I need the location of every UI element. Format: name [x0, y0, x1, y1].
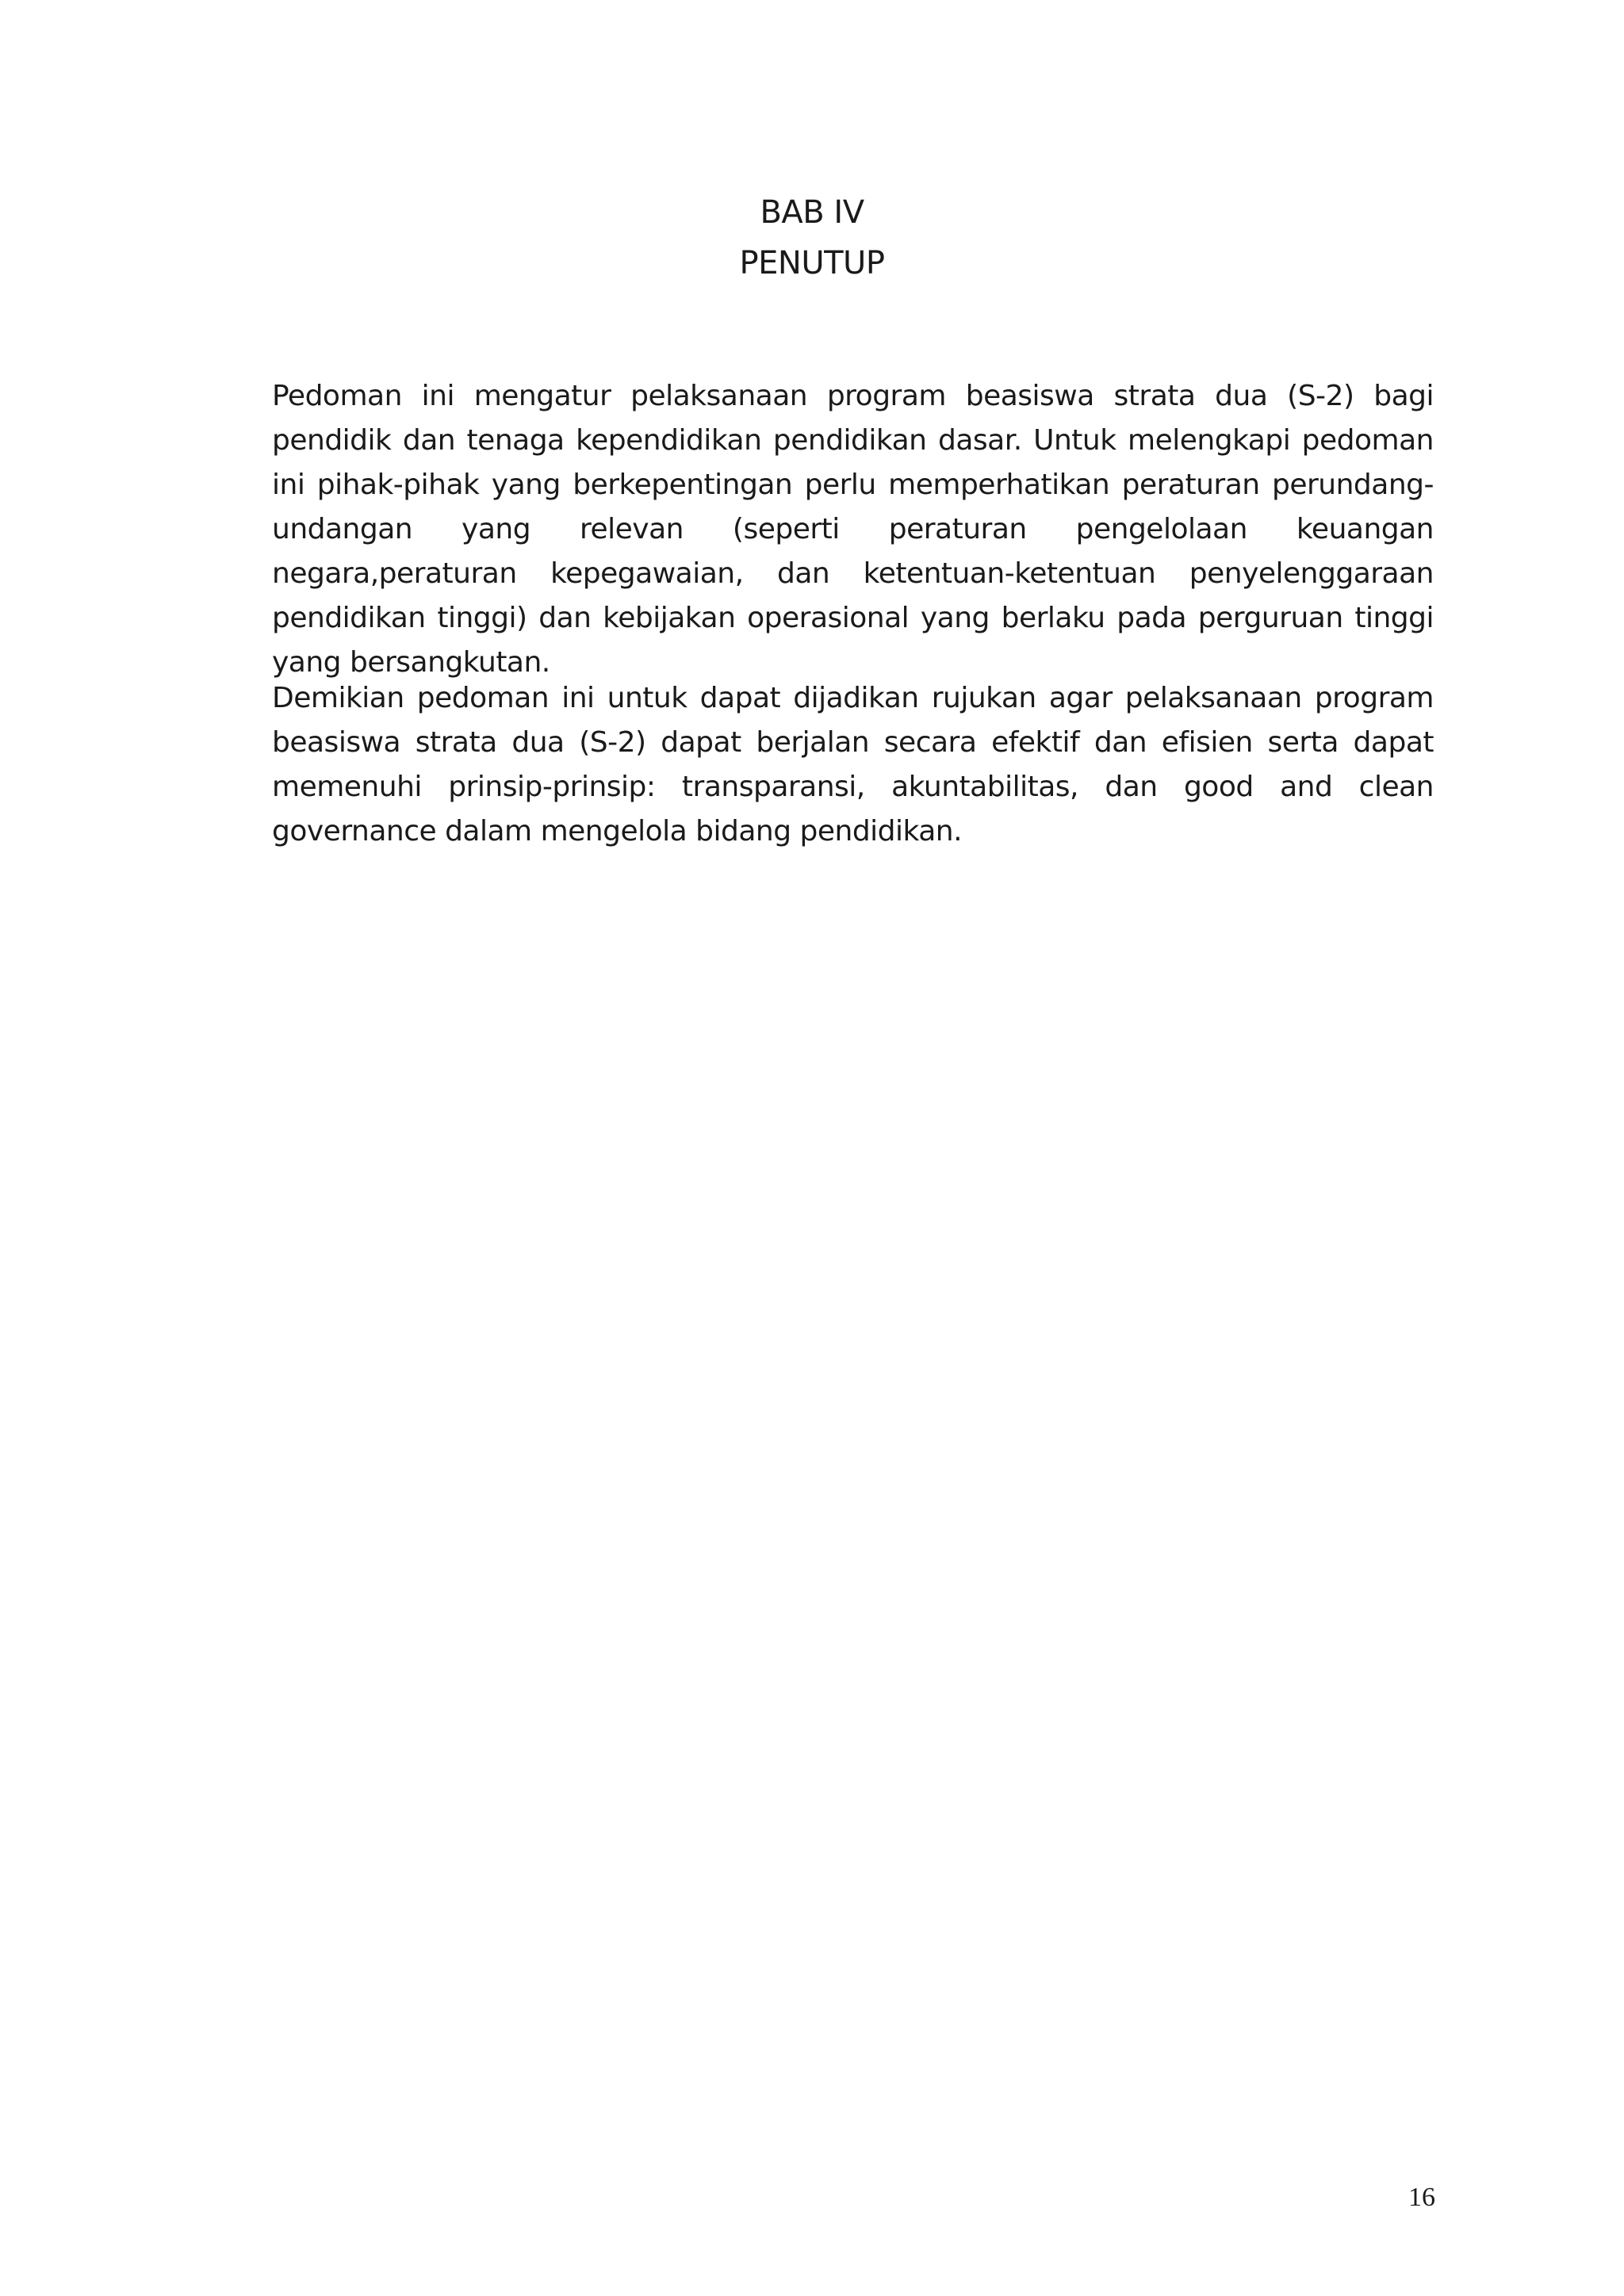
page-number: 16 — [1408, 2183, 1435, 2212]
body-paragraph-2: Demikian pedoman ini untuk dapat dijadikan rujukan agar pelaksanaan program beasiswa strata dua (S-2) dapat berjalan secara efektif dan efisien serta dapat memenuhi prinsip-prinsip: transparansi, akuntabilitas, dan good and clean governance dalam mengelola bidang pendidikan. — [272, 682, 1434, 848]
chapter-number: BAB IV — [760, 194, 864, 231]
body-paragraph-1: Pedoman ini mengatur pelaksanaan program beasiswa strata dua (S-2) bagi pendidik dan tenaga kependidikan pendidikan dasar. Untuk melengkapi pedoman ini pihak-pihak yang berkepentingan perlu memperhatikan peraturan perundang-undangan yang relevan (seperti peraturan pengelolaan keuangan negara,peraturan kepegawaian, dan ketentuan-ketentuan penyelenggaraan pendidikan tinggi) dan kebijakan operasional yang berlaku pada perguruan tinggi yang bersangkutan. — [272, 380, 1434, 679]
chapter-title: PENUTUP — [739, 245, 885, 281]
